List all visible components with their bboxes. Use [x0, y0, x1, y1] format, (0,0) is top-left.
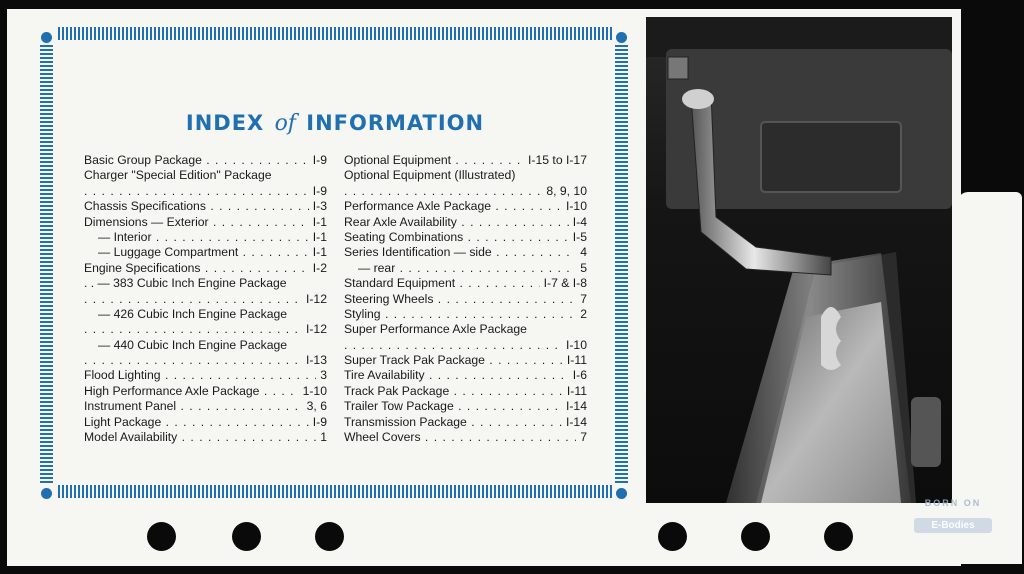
index-entry-label: Seating Combinations . . . — [344, 230, 569, 245]
frame-corner-dot — [41, 32, 52, 43]
binder-hole — [315, 522, 344, 551]
index-entry-label: . . — 383 Cubic Inch Engine Package — [84, 276, 287, 291]
index-entry-label: Optional Equipment (Illustrated) — [344, 168, 516, 183]
index-entry — [84, 292, 327, 307]
index-entry-label: Super Track Pak Package . . . — [344, 353, 563, 368]
index-entry-page: 2 — [580, 306, 587, 321]
index-entry-page — [583, 322, 587, 337]
index-entry — [84, 338, 327, 353]
index-entry-page: I-13 — [305, 353, 327, 368]
index-entry — [344, 215, 587, 230]
index-entry-page: 5 — [580, 260, 587, 275]
index-entry — [344, 245, 587, 260]
index-entry-label: — 440 Cubic Inch Engine Package — [98, 337, 288, 352]
index-entry — [84, 230, 327, 245]
index-entry-label: Series Identification — side . . . — [344, 245, 576, 260]
index-entry-label: Trailer Tow Package . . . — [344, 399, 562, 414]
index-entry — [84, 430, 327, 445]
index-entry-page: 7 — [580, 291, 587, 306]
index-entry — [84, 307, 327, 322]
index-entry-label: Dimensions — Exterior . . . — [84, 215, 309, 230]
index-entry-page: I-11 — [566, 353, 587, 368]
index-entry-page: I-1 — [312, 214, 327, 229]
index-entry-page: I-6 — [572, 368, 587, 383]
index-entry-label — [344, 184, 542, 199]
index-entry-label — [344, 338, 562, 353]
index-entry — [344, 322, 587, 337]
index-entry-page — [323, 307, 327, 322]
index-entry — [344, 338, 587, 353]
index-entry-page: I-1 — [312, 229, 327, 244]
index-entry-page: I-15 to I-17 — [528, 153, 587, 167]
console-shifter-photo — [646, 17, 952, 503]
index-entry — [84, 399, 327, 414]
index-entry-label — [84, 292, 302, 307]
index-entry-page: I-14 — [565, 399, 587, 414]
index-entry — [344, 153, 587, 168]
frame-corner-dot — [616, 32, 627, 43]
index-entry — [344, 384, 587, 399]
index-entry-page: I-4 — [572, 214, 587, 229]
index-entry-page: I-14 — [565, 414, 587, 429]
watermark-bottom-text: E-Bodies — [914, 518, 992, 533]
index-entry-label — [84, 184, 309, 199]
index-entry-label: Super Performance Axle Package — [344, 322, 527, 337]
title-index: INDEX — [185, 111, 265, 135]
index-entry-label: Model Availability . . . — [84, 430, 316, 445]
index-entry-label: Charger "Special Edition" Package — [84, 168, 272, 183]
index-entry-label: Light Package . . . — [84, 415, 309, 430]
index-entry-page: I-3 — [312, 199, 327, 214]
index-entry — [344, 168, 587, 183]
index-entry-label: Track Pak Package . . . — [344, 384, 563, 399]
index-entry-label: Steering Wheels . . . — [344, 292, 576, 307]
index-entry — [84, 322, 327, 337]
index-entry-label: — Luggage Compartment . . . — [84, 245, 309, 260]
watermark-top-text: BORN ON — [924, 498, 982, 508]
index-entry — [344, 353, 587, 368]
index-entry-page: I-12 — [305, 322, 327, 337]
index-entry — [84, 245, 327, 260]
index-entry — [344, 399, 587, 414]
index-entry-label: — Interior . . . — [84, 230, 309, 245]
index-entry-page: I-12 — [305, 291, 327, 306]
index-entry-label: Styling . . . — [344, 307, 576, 322]
index-entry-page — [323, 168, 327, 183]
binder-hole — [741, 522, 770, 551]
index-entry-label — [84, 322, 302, 337]
index-entry — [344, 307, 587, 322]
title-information: INFORMATION — [306, 111, 485, 135]
index-entry — [344, 230, 587, 245]
index-entry-label: Performance Axle Package . . . — [344, 199, 562, 214]
index-entry-label: Transmission Package . . . — [344, 415, 562, 430]
index-entry — [84, 353, 327, 368]
index-entry — [84, 199, 327, 214]
index-entry — [344, 276, 587, 291]
index-entry — [84, 168, 327, 183]
index-entry — [84, 276, 327, 291]
index-entry-page: 4 — [580, 245, 587, 260]
index-entry-page: I-10 — [565, 337, 587, 352]
index-entry-label: — rear . . . — [344, 261, 576, 276]
index-entry-label: Engine Specifications . . . — [84, 261, 309, 276]
index-entry — [84, 153, 327, 168]
index-entry-page: 3, 6 — [306, 399, 327, 414]
index-entry-page: 1-10 — [302, 383, 327, 398]
frame-top-stripe — [58, 27, 612, 40]
index-entry — [84, 368, 327, 383]
index-entry-label: Flood Lighting . . . — [84, 368, 316, 383]
index-entry — [344, 415, 587, 430]
index-entry — [344, 184, 587, 199]
index-entry-page — [323, 338, 327, 353]
index-entry — [344, 430, 587, 445]
index-entry-label: Basic Group Package . . . — [84, 153, 309, 168]
index-entry-page: I-9 — [312, 153, 327, 167]
index-entry-page: I-7 & I-8 — [543, 276, 587, 291]
index-entry-page: I-2 — [312, 260, 327, 275]
binder-hole — [147, 522, 176, 551]
index-entry-label: Standard Equipment . . . — [344, 276, 540, 291]
console-shifter-illustration — [646, 17, 952, 503]
index-entry-page: 8, 9, 10 — [546, 183, 587, 198]
binder-hole — [658, 522, 687, 551]
frame-corner-dot — [616, 488, 627, 499]
index-entry — [84, 261, 327, 276]
index-entry — [344, 199, 587, 214]
title-of: of — [274, 111, 296, 136]
index-entry-label: Instrument Panel . . . — [84, 399, 303, 414]
index-entry-page: I-5 — [572, 229, 587, 244]
binder-hole — [824, 522, 853, 551]
index-entry-page: I-11 — [566, 383, 587, 398]
index-entry — [84, 215, 327, 230]
index-entry — [344, 261, 587, 276]
index-entry — [84, 415, 327, 430]
index-entry-page: 7 — [580, 430, 587, 445]
index-entry-label: High Performance Axle Package . . . — [84, 384, 299, 399]
index-entry-page: 3 — [320, 368, 327, 383]
index-entry-label: Chassis Specifications . . . — [84, 199, 309, 214]
index-entry-label: Rear Axle Availability . . . — [344, 215, 569, 230]
index-entry-label: — 426 Cubic Inch Engine Package — [98, 306, 288, 321]
index-entry — [84, 184, 327, 199]
index-right-column — [344, 153, 587, 445]
index-entry-label: Tire Availability . . . — [344, 368, 569, 383]
page-title — [0, 111, 670, 136]
index-entry-label — [84, 353, 302, 368]
index-left-column — [84, 153, 327, 445]
frame-bottom-stripe — [58, 485, 612, 498]
index-entry — [344, 292, 587, 307]
index-entry-label: Optional Equipment . . . — [344, 153, 524, 168]
index-entry-label: Wheel Covers . . . — [344, 430, 576, 445]
binder-hole — [232, 522, 261, 551]
index-entry-page: I-9 — [312, 183, 327, 198]
watermark-logo — [914, 498, 992, 540]
index-entry — [84, 384, 327, 399]
frame-corner-dot — [41, 488, 52, 499]
index-entry-page: I-9 — [312, 414, 327, 429]
index-entry-page — [323, 276, 327, 291]
index-entry-page: 1 — [320, 430, 327, 445]
index-entry-page: I-1 — [312, 245, 327, 260]
index-entry-page: I-10 — [565, 199, 587, 214]
index-entry — [344, 368, 587, 383]
index-entry-page — [583, 168, 587, 183]
